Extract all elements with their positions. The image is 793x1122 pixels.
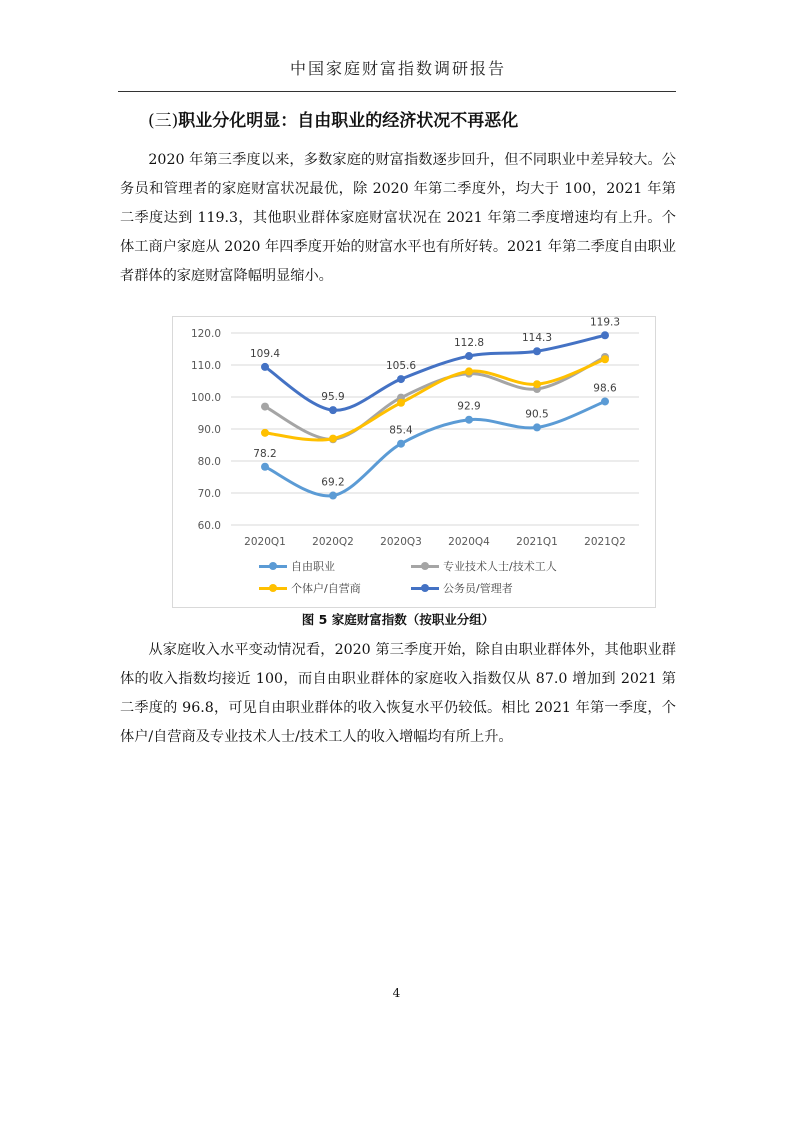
series-point-0 [465,416,473,424]
data-label: 95.9 [321,391,345,404]
data-label: 85.4 [389,424,413,437]
paragraph-1 [120,146,676,291]
x-tick-label: 2020Q2 [312,536,354,548]
y-tick-label: 80.0 [197,456,221,468]
data-label: 112.8 [453,337,485,350]
section-title-text: 职业分化明显：自由职业的经济状况不再恶化 [178,111,519,131]
series-point-3 [533,347,541,355]
series-point-0 [601,397,609,405]
chart-legend [173,555,655,603]
series-point-2 [601,355,609,363]
series-point-2 [329,435,337,443]
series-point-2 [261,429,269,437]
y-tick-label: 60.0 [197,520,221,532]
legend-item [259,579,361,597]
series-point-0 [261,463,269,471]
series-point-0 [397,440,405,448]
series-point-2 [397,399,405,407]
series-point-3 [329,406,337,414]
y-tick-label: 110.0 [190,360,221,372]
paragraph-2 [120,636,676,752]
legend-item [411,557,557,575]
legend-label: 自由职业 [291,560,335,573]
data-label: 90.5 [525,408,549,421]
x-tick-label: 2021Q1 [516,536,558,548]
data-label: 105.6 [385,360,417,373]
legend-swatch [259,561,287,571]
legend-label: 专业技术人士/技术工人 [443,560,557,573]
legend-swatch [411,561,439,571]
data-label: 92.9 [457,400,481,413]
paragraph-2-text: 从家庭收入水平变动情况看，2020 第三季度开始，除自由职业群体外，其他职业群体的收入指数均接近 100，而自由职业群体的家庭收入指数仅从 87.0 增加到 2021 第二季度的 96.8，可见自由职业群体的收入恢复水平仍较低。相比 2021 年第一季度，个体户/自营商及专业技术人士/技术工人的收入增幅均有所上升。 [120,642,676,745]
series-point-3 [465,352,473,360]
data-label: 109.4 [249,347,281,360]
series-point-1 [261,403,269,411]
series-point-0 [329,492,337,500]
series-point-2 [533,380,541,388]
y-tick-label: 120.0 [190,328,221,340]
series-line-3 [265,335,605,410]
data-label: 78.2 [253,447,277,460]
wealth-index-chart [172,316,656,608]
chart-plot [173,317,655,557]
series-point-3 [601,331,609,339]
y-tick-label: 100.0 [190,392,221,404]
x-tick-label: 2020Q4 [448,536,490,548]
section-prefix: (三) [148,111,179,131]
x-tick-label: 2021Q2 [584,536,626,548]
data-label: 114.3 [521,332,553,345]
figure-caption: 图 5 家庭财富指数（按职业分组） [301,612,495,627]
legend-label: 个体户/自营商 [291,582,361,595]
y-tick-label: 70.0 [197,488,221,500]
section-title [148,106,518,131]
legend-item [411,579,513,597]
legend-label: 公务员/管理者 [443,582,513,595]
data-label: 69.2 [321,476,345,489]
series-point-0 [533,423,541,431]
data-label: 98.6 [593,382,617,395]
y-tick-label: 90.0 [197,424,221,436]
header-rule [118,91,676,92]
legend-swatch [259,583,287,593]
paragraph-1-text: 2020 年第三季度以来，多数家庭的财富指数逐步回升，但不同职业中差异较大。公务员和管理者的家庭财富状况最优，除 2020 年第二季度外，均大于 100，2021 年第二季度达到 119.3，其他职业群体家庭财富状况在 2021 年第二季度增速均有上升。个体工商户家庭从 2020 年四季度开始的财富水平也有所好转。2021 年第二季度自由职业者群体的家庭财富降幅明显缩小。 [120,152,676,284]
report-header-title: 中国家庭财富指数调研报告 [289,59,506,78]
series-line-0 [265,401,605,495]
x-tick-label: 2020Q3 [380,536,422,548]
x-tick-label: 2020Q1 [244,536,286,548]
legend-swatch [411,583,439,593]
data-label: 119.3 [589,317,621,329]
page-number: 4 [392,986,401,1000]
legend-item [259,557,335,575]
series-point-2 [465,367,473,375]
series-point-3 [397,375,405,383]
series-point-3 [261,363,269,371]
